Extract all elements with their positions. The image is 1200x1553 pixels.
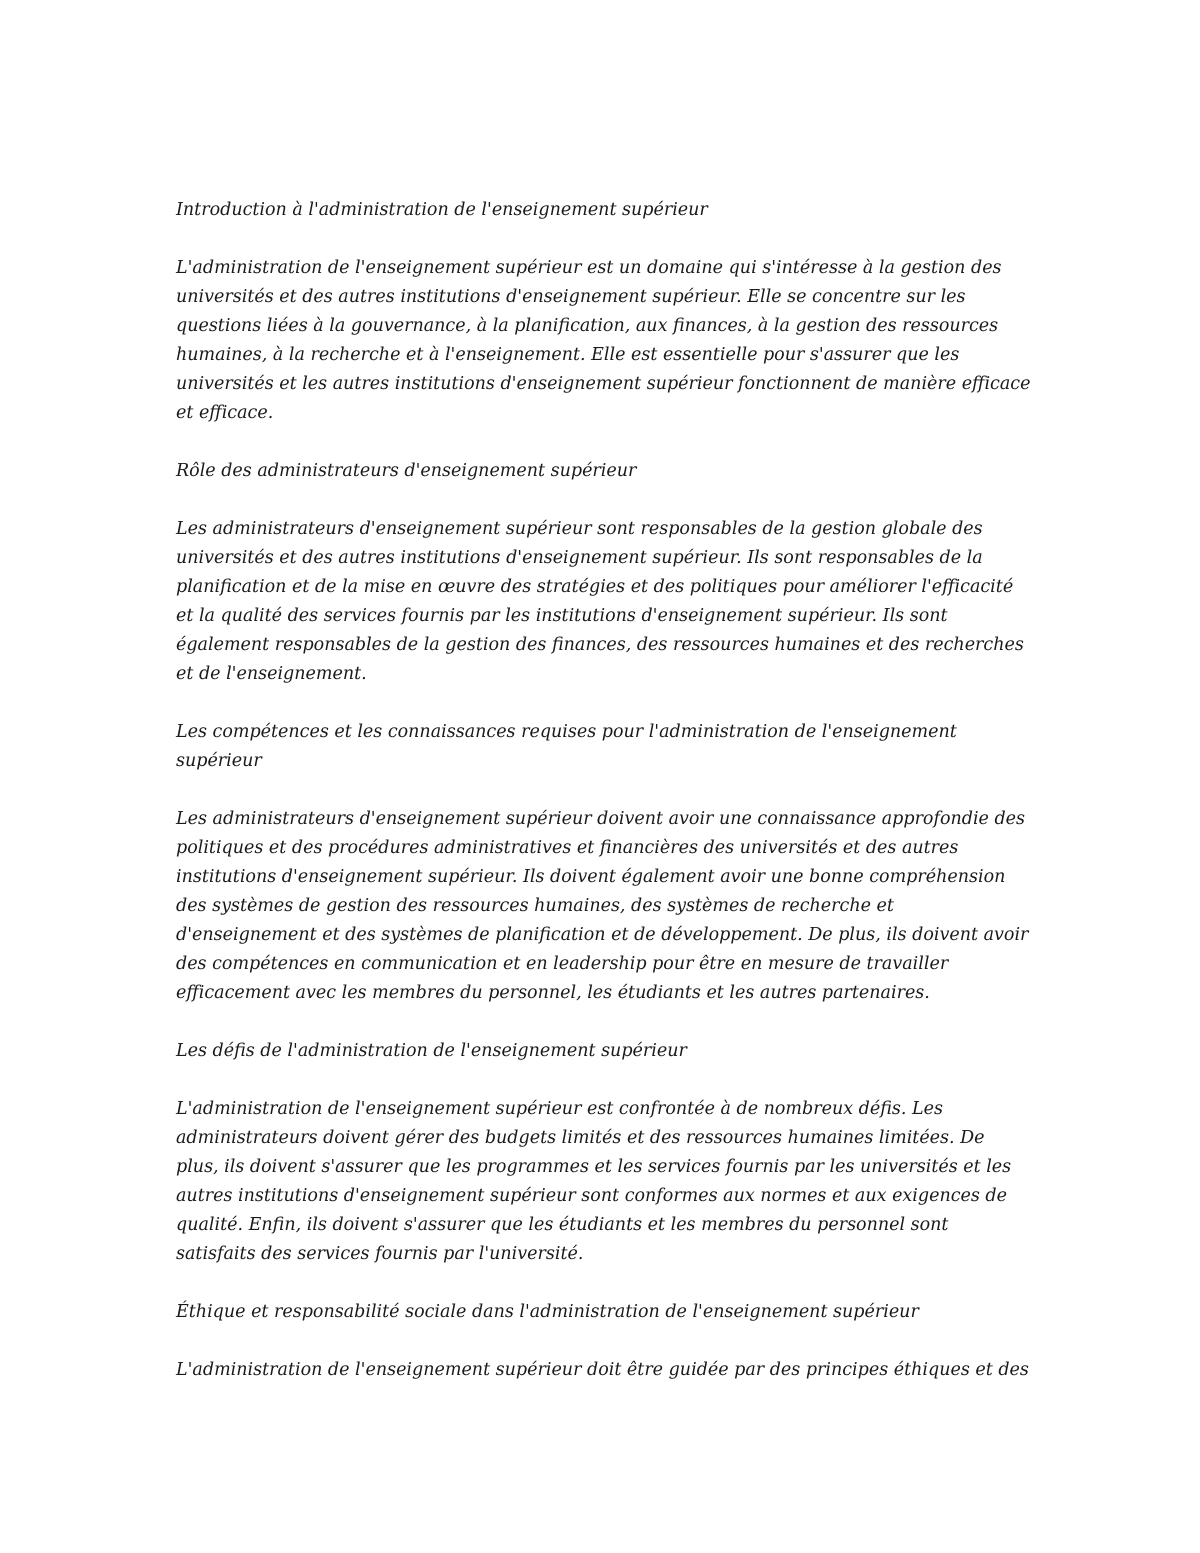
section-heading-introduction: Introduction à l'administration de l'enseignement supérieur [176, 200, 708, 220]
paragraph-competences: Les administrateurs d'enseignement supérieur doivent avoir une connaissance approfondie des politiques et des procédures administratives et financières des universités et des autres institutions d'enseignement supérieur. Ils doivent également avoir une bonne compréhension des systèmes de gestion des ressources humaines, des systèmes de recherche et d'enseignement et des systèmes de planification et de développement. De plus, ils doivent avoir des compétences en communication et en leadership pour être en mesure de travailler efficacement avec les membres du personnel, les étudiants et les autres partenaires. [176, 809, 1029, 1003]
paragraph-ethique: L'administration de l'enseignement supérieur doit être guidée par des principes éthiques et des [176, 1360, 1029, 1380]
section-heading-ethique: Éthique et responsabilité sociale dans l'administration de l'enseignement supérieur [176, 1302, 919, 1322]
section-heading-competences: Les compétences et les connaissances requises pour l'administration de l'enseignement supérieur [176, 722, 957, 771]
document-page [176, 196, 1032, 1414]
section-heading-defis: Les défis de l'administration de l'enseignement supérieur [176, 1041, 687, 1061]
paragraph-defis: L'administration de l'enseignement supérieur est confrontée à de nombreux défis. Les administrateurs doivent gérer des budgets limités et des ressources humaines limitées. De plus, ils doivent s'assurer que les programmes et les services fournis par les universités et les autres institutions d'enseignement supérieur sont conformes aux normes et aux exigences de qualité. Enfin, ils doivent s'assurer que les étudiants et les membres du personnel sont satisfaits des services fournis par l'université. [176, 1099, 1012, 1264]
paragraph-introduction: L'administration de l'enseignement supérieur est un domaine qui s'intéresse à la gestion des universités et des autres institutions d'enseignement supérieur. Elle se concentre sur les questions liées à la gouvernance, à la planification, aux finances, à la gestion des ressources humaines, à la recherche et à l'enseignement. Elle est essentielle pour s'assurer que les universités et les autres institutions d'enseignement supérieur fonctionnent de manière efficace et efficace. [176, 258, 1031, 423]
section-heading-role: Rôle des administrateurs d'enseignement supérieur [176, 461, 637, 481]
paragraph-role: Les administrateurs d'enseignement supérieur sont responsables de la gestion globale des universités et des autres institutions d'enseignement supérieur. Ils sont responsables de la planification et de la mise en œuvre des stratégies et des politiques pour améliorer l'efficacité et la qualité des services fournis par les institutions d'enseignement supérieur. Ils sont également responsables de la gestion des finances, des ressources humaines et des recherches et de l'enseignement. [176, 519, 1024, 684]
